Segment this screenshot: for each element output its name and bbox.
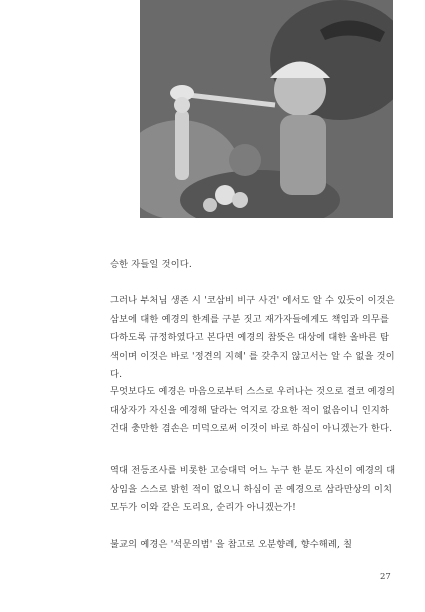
paragraph-5: 불교의 예경은 '석문의범' 을 참고로 오분향례, 향수해례, 칠 [110, 539, 353, 550]
photo-illustration [140, 0, 393, 218]
paragraph-1: 승한 자들일 것이다. [110, 259, 192, 270]
photo-child-bathing-buddha [140, 0, 393, 218]
paragraph-3: 무엇보다도 예경은 마음으로부터 스스로 우러나는 것으로 결코 예경의 대상자가 자신을 예경해 달라는 억지로 강요한 적이 없음이니 인지하건대 충만한 겸손은 미덕으로써 이것이 바로 하심이 아니겠는가 한다. [110, 386, 396, 434]
page-number: 27 [380, 572, 391, 582]
paragraph-4: 역대 전등조사를 비롯한 고승대덕 어느 누구 한 분도 자신이 예경의 대상임을 스스로 밝힌 적이 없으니 하심이 곧 예경으로 삼라만상의 이치 모두가 이와 같은 도리요, 순리가 아니겠는가! [110, 465, 396, 513]
paragraph-2: 그러나 부처님 생존 시 '코삼비 비구 사건' 에서도 알 수 있듯이 이것은 삼보에 대한 예경의 한계를 구분 짓고 재가자들에게도 책임과 의무를 다하도록 규정하였다고 본다면 예경의 참뜻은 대상에 대한 올바른 탐색이며 이것은 바로 '정견의 지혜' 를 갖추지 않고서는 알 수 없을 것이다. [110, 295, 395, 380]
